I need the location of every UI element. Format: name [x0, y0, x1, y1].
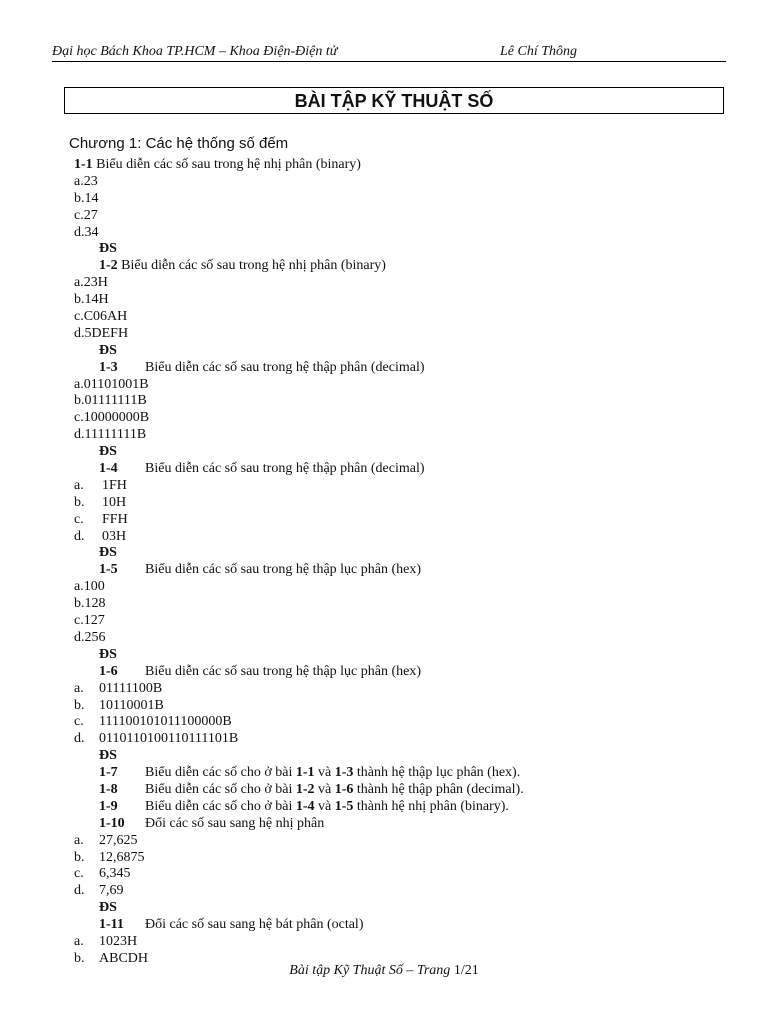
- header-right: Lê Chí Thông: [500, 44, 578, 59]
- page-title: BÀI TẬP KỸ THUẬT SỐ: [64, 87, 724, 114]
- answer-item: [74, 529, 754, 546]
- exercise-text: thành hệ thập phân (decimal).: [353, 781, 524, 797]
- answer-item: [74, 934, 754, 951]
- answer-item: c.27: [74, 207, 98, 223]
- exercise-ref: 1-6: [334, 781, 354, 797]
- item-value: 01111100B: [99, 680, 163, 696]
- answer-item: [74, 833, 754, 850]
- item-marker: b.: [74, 950, 85, 966]
- exercise-number: 1-3: [99, 359, 118, 375]
- item-value: 27,625: [99, 832, 138, 848]
- exercise-number: 1-8: [99, 781, 118, 797]
- item-value: 0110110100110111101B: [99, 731, 239, 747]
- item-value: 12,6875: [99, 849, 145, 865]
- exercise-number: 1-10: [99, 815, 125, 831]
- answer-item: a.23H: [74, 275, 108, 291]
- item-marker: a.: [74, 477, 84, 493]
- exercise-line: [74, 157, 754, 174]
- exercise-line: [74, 461, 754, 478]
- solution-label: ĐS: [99, 646, 117, 662]
- exercise-text: Đổi các số sau sang hệ nhị phân: [145, 815, 325, 831]
- item-marker: c.: [74, 511, 84, 527]
- page-footer: [0, 963, 768, 979]
- exercise-text: và: [314, 781, 335, 797]
- exercise-number: 1-11: [99, 917, 124, 933]
- item-marker: a.: [74, 680, 84, 696]
- exercise-ref: 1-3: [334, 765, 354, 781]
- item-value: 6,345: [99, 866, 131, 882]
- item-marker: d.: [74, 528, 85, 544]
- exercise-text: Biểu diễn các số cho ở bài: [145, 798, 296, 814]
- solution-label: ĐS: [99, 241, 117, 257]
- item-marker: a.: [74, 832, 84, 848]
- chapter-heading: Chương 1: Các hệ thống số đếm: [69, 135, 289, 152]
- answer-item: [74, 883, 754, 900]
- item-marker: b.: [74, 849, 85, 865]
- exercise-text: và: [314, 765, 335, 781]
- answer-item: d.256: [74, 629, 106, 645]
- exercise-text: Biểu diễn các số cho ở bài: [145, 765, 296, 781]
- exercise-list: [74, 157, 754, 968]
- solution-label: ĐS: [99, 545, 117, 561]
- exercise-text: thành hệ thập lục phân (hex).: [353, 765, 521, 781]
- header-left: Đại học Bách Khoa TP.HCM – Khoa Điện-Điện tử: [52, 44, 338, 59]
- item-marker: b.: [74, 697, 85, 713]
- exercise-line: [74, 258, 754, 275]
- exercise-text: Biểu diễn các số sau trong hệ thập lục phân (hex): [145, 663, 422, 679]
- exercise-text: thành hệ nhị phân (binary).: [353, 798, 509, 814]
- answer-item: [74, 714, 754, 731]
- answer-item: c.C06AH: [74, 309, 128, 325]
- exercise-text: Biểu diễn các số sau trong hệ nhị phân (binary): [92, 157, 361, 172]
- answer-item: c.127: [74, 613, 105, 629]
- exercise-ref: 1-5: [334, 798, 354, 814]
- exercise-ref: 1-1: [295, 765, 315, 781]
- exercise-line: [74, 360, 754, 377]
- answer-item: a.01101001B: [74, 376, 149, 392]
- exercise-line: [74, 917, 754, 934]
- answer-item: b.01111111B: [74, 393, 147, 409]
- answer-item: [74, 866, 754, 883]
- page-number: 1/21: [453, 963, 479, 978]
- answer-item: [74, 495, 754, 512]
- answer-item: b.14H: [74, 292, 109, 308]
- exercise-text: Biểu diễn các số sau trong hệ thập phân (decimal): [145, 359, 425, 375]
- answer-item: d.5DEFH: [74, 325, 129, 341]
- exercise-ref: 1-4: [295, 798, 315, 814]
- answer-item: [74, 850, 754, 867]
- header-rule: [52, 61, 726, 62]
- item-marker: b.: [74, 494, 85, 510]
- exercise-line: [74, 664, 754, 681]
- answer-item: a.23: [74, 173, 98, 189]
- item-value: ABCDH: [99, 950, 149, 966]
- answer-item: [74, 698, 754, 715]
- answer-item: a.100: [74, 579, 105, 595]
- answer-item: d.11111111B: [74, 427, 147, 443]
- item-marker: c.: [74, 714, 84, 730]
- exercise-text: Đổi các số sau sang hệ bát phân (octal): [145, 917, 364, 933]
- exercise-text: Biểu diễn các số sau trong hệ nhị phân (binary): [117, 258, 386, 274]
- exercise-line: [74, 816, 754, 833]
- answer-item: [74, 512, 754, 529]
- exercise-number: 1-5: [99, 562, 118, 578]
- solution-label: ĐS: [99, 900, 117, 916]
- item-marker: d.: [74, 731, 85, 747]
- solution-label: ĐS: [99, 748, 117, 764]
- exercise-line: [74, 562, 754, 579]
- solution-label: ĐS: [99, 342, 117, 358]
- exercise-text: Biểu diễn các số sau trong hệ thập lục phân (hex): [145, 562, 422, 578]
- exercise-number: 1-1: [74, 157, 93, 172]
- answer-item: [74, 681, 754, 698]
- answer-item: [74, 731, 754, 748]
- item-marker: c.: [74, 866, 84, 882]
- exercise-text: và: [314, 798, 335, 814]
- solution-label: ĐS: [99, 444, 117, 460]
- item-value: 10H: [102, 494, 127, 510]
- answer-item: b.14: [74, 190, 99, 206]
- item-value: 03H: [102, 528, 127, 544]
- footer-text: Bài tập Kỹ Thuật Số – Trang: [289, 963, 454, 978]
- exercise-line: [74, 799, 754, 816]
- answer-item: c.10000000B: [74, 410, 150, 426]
- item-value: 10110001B: [99, 697, 164, 713]
- exercise-number: 1-9: [99, 798, 118, 814]
- item-value: 111100101011100000B: [99, 714, 232, 730]
- item-value: FFH: [102, 511, 128, 527]
- exercise-number: 1-6: [99, 663, 118, 679]
- exercise-line: [74, 782, 754, 799]
- exercise-ref: 1-2: [295, 781, 315, 797]
- item-marker: d.: [74, 883, 85, 899]
- item-marker: a.: [74, 933, 84, 949]
- item-value: 1023H: [99, 933, 138, 949]
- exercise-number: 1-4: [99, 461, 118, 477]
- exercise-text: Biểu diễn các số sau trong hệ thập phân (decimal): [145, 461, 425, 477]
- answer-item: b.128: [74, 596, 106, 612]
- answer-item: d.34: [74, 224, 99, 240]
- item-value: 7,69: [99, 883, 124, 899]
- exercise-text: Biểu diễn các số cho ở bài: [145, 781, 296, 797]
- answer-item: [74, 478, 754, 495]
- exercise-number: 1-7: [99, 765, 118, 781]
- exercise-line: [74, 765, 754, 782]
- exercise-number: 1-2: [99, 258, 118, 274]
- item-value: 1FH: [102, 477, 127, 493]
